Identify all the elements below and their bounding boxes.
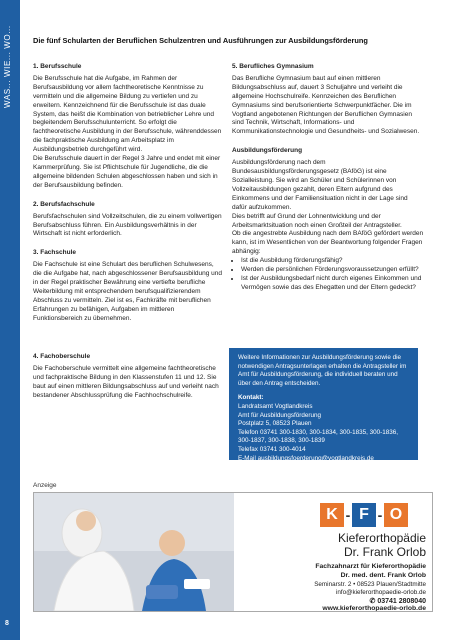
logo-letter: K bbox=[320, 503, 344, 527]
section-body-berufsschule: Die Berufsschule hat die Aufgabe, im Rahmen der Berufsausbildung vor allem fachtheoretische Kenntnisse zu vermitteln und die allgemeine Bildung zu vertiefen und zu erweitern. Kennzeichnend für die Berufsschule ist das duale System, das heißt die Kombination von betrieblicher Lehre und begleitendem Berufsschulunterricht. So erfolgt die fachtheoretische Ausbildung in der Berufsschule, währenddessen die fachpraktische Ausbildung am Arbeitsplatz im Ausbildungsbetrieb durchgeführt wird. bbox=[33, 74, 222, 154]
practice-name: Kieferorthopädie bbox=[337, 531, 426, 545]
list-item: • Ist die Ausbildung förderungsfähig? bbox=[241, 257, 424, 266]
website-link[interactable]: www.kieferorthopaedie-orlob.de bbox=[322, 605, 426, 612]
logo-letter: F bbox=[352, 503, 376, 527]
section-body-fachoberschule: Die Fachoberschule vermittelt eine allgemeine fachtheoretische und fachpraktische Bildung in den Klassenstufen 11 und 12. Sie baut auf einen mittleren Bildungsabschluss auf und verleiht nach bestandener Abschlussprüfung die Fachhochschulreife. bbox=[33, 364, 219, 399]
section-body-berufliches-gymnasium: Das Berufliche Gymnasium baut auf einen mittleren Bildungsabschluss auf, dauert 3 Schuljahre und verleiht die allgemeine Hochschulreife. Kennzeichen des Beruflichen Gymnasiums sind berufsorientierte Schwerpunktfächer. Die im Vogtland angebotenen Richtungen der Beruflichen Gymnasien sind Technik, Wirtschaft, Informations- und Kommunikationstechnologie und Gesundheits- und Sozialwesen. bbox=[232, 74, 420, 136]
contact-title: Kontakt: bbox=[238, 394, 264, 402]
kfo-logo bbox=[320, 503, 408, 527]
section-body-berufsschule-2: Die Berufsschule dauert in der Regel 3 Jahre und endet mit einer Kammerprüfung. Sie ist Pflichtschule für Jugendliche, die die allgemeine bildenden Schulen abgeschlossen haben und sich in der Berufsausbildung befinden. bbox=[33, 155, 221, 189]
section-body-ausbildungsfoerderung-3: Ob die angestrebte Ausbildung nach dem BAföG gefördert werden kann, ist im Wesentlichen von der Beantwortung folgender Fragen abhängig: bbox=[232, 230, 424, 256]
logo-dash: - bbox=[376, 503, 384, 527]
page-title: Die fünf Schularten der Beruflichen Schulzentren und Ausführungen zur Ausbildungsförderung bbox=[33, 36, 368, 45]
advertisement[interactable] bbox=[33, 492, 433, 612]
photo-illustration bbox=[34, 493, 234, 611]
ad-label: Anzeige bbox=[33, 482, 57, 489]
section-title-berufsfachschule: 2. Berufsfachschule bbox=[33, 200, 95, 208]
section-body-ausbildungsfoerderung: Ausbildungsförderung nach dem Bundesausbildungsförderungsgesetz (BAföG) ist eine Sozialleistung. Sie wird an Schüler und Schülerinnen von Vollzeitausbildungen gezahlt, deren Eltern aufgrund des Einkommens und der Familiensituation nicht in der Lage sind dafür aufzukommen. bbox=[232, 159, 408, 211]
logo-letter: O bbox=[384, 503, 408, 527]
contact-fax: Telefax 03741 300-4014 bbox=[238, 445, 306, 453]
doctor-line: Dr. med. dent. Frank Orlob bbox=[340, 572, 426, 579]
contact-phone: Telefon 03741 300-1830, 300-1834, 300-1835, 300-1836, 300-1837, 300-1838, 300-1839 bbox=[238, 428, 399, 445]
section-title-berufliches-gymnasium: 5. Berufliches Gymnasium bbox=[232, 63, 314, 70]
contact-email[interactable]: E-Mail ausbildungsfoerderung@vogtlandkreis.de bbox=[238, 454, 374, 462]
contact-line: Landratsamt Vogtlandkreis bbox=[238, 402, 313, 410]
list-item: • Ist der Ausbildungsbedarf nicht durch eigenes Einkommen und Vermögen sowie das des Ehegatten und der Eltern gedeckt? bbox=[241, 275, 424, 293]
section-title-ausbildungsfoerderung: Ausbildungsförderung bbox=[232, 147, 303, 155]
phone-icon: ✆ bbox=[369, 598, 378, 605]
address-line: Seminarstr. 2 • 08523 Plauen/Stadtmitte bbox=[314, 581, 426, 588]
section-title-berufsschule: 1. Berufsschule bbox=[33, 63, 82, 70]
sidebar-label: WAS... WIE... WO... bbox=[3, 25, 12, 108]
info-box bbox=[229, 348, 418, 460]
section-title-fachschule: 3. Fachschule bbox=[33, 249, 76, 257]
list-item: • Werden die persönlichen Förderungsvoraussetzungen erfüllt? bbox=[241, 266, 424, 275]
section-body-ausbildungsfoerderung-2: Dies betrifft auf Grund der Lohnentwicklung und der Arbeitsmarktsituation noch einen Großteil der Antragsteller. bbox=[232, 212, 402, 229]
phone-number: 03741 2808040 bbox=[377, 598, 426, 605]
left-column-lower bbox=[33, 353, 223, 404]
contact-line: Amt für Ausbildungsförderung bbox=[238, 411, 321, 419]
right-column bbox=[232, 63, 424, 293]
sidebar-strip bbox=[0, 0, 20, 640]
contact-line: Postplatz 5, 08523 Plauen bbox=[238, 420, 312, 428]
ad-photo bbox=[34, 493, 234, 611]
page-number: 8 bbox=[5, 620, 9, 627]
doctor-name: Dr. Frank Orlob bbox=[343, 545, 426, 559]
section-title-fachoberschule: 4. Fachoberschule bbox=[33, 353, 91, 360]
info-intro: Weitere Informationen zur Ausbildungsförderung sowie die notwendigen Antragsunterlagen erhalten die Antragsteller im Amt für Ausbildungsförderung, die individuell beraten und über den Antrag entscheiden. bbox=[238, 354, 407, 387]
left-column bbox=[33, 63, 223, 327]
phone-line bbox=[370, 597, 426, 605]
question-list bbox=[232, 257, 424, 293]
specialty-line: Fachzahnarzt für Kieferorthopädie bbox=[315, 563, 426, 570]
logo-dash: - bbox=[344, 503, 352, 527]
section-body-fachschule: Die Fachschule ist eine Schulart des beruflichen Schulwesens, die die Aufgabe hat, nach abgeschlossener Berufsausbildung und in der Regel praktischer Bewährung eine vertiefte berufliche Weiterbildung mit entsprechendem berufsqualifizierendem Abschluss zu vermitteln. Ziel ist es, Fachkräfte mit beruflichen Erfahrungen zu befähigen, Aufgaben im mittleren Funktionsbereich zu übernehmen. bbox=[33, 261, 223, 322]
email-link[interactable]: info@kieferorthopaedie-orlob.de bbox=[335, 589, 426, 596]
section-body-berufsfachschule: Berufsfachschulen sind Vollzeitschulen, die zu einem vollwertigen Berufsabschluss führen. Ein Ausbildungsverhältnis in der Wirtschaft ist nicht erforderlich. bbox=[33, 212, 222, 238]
